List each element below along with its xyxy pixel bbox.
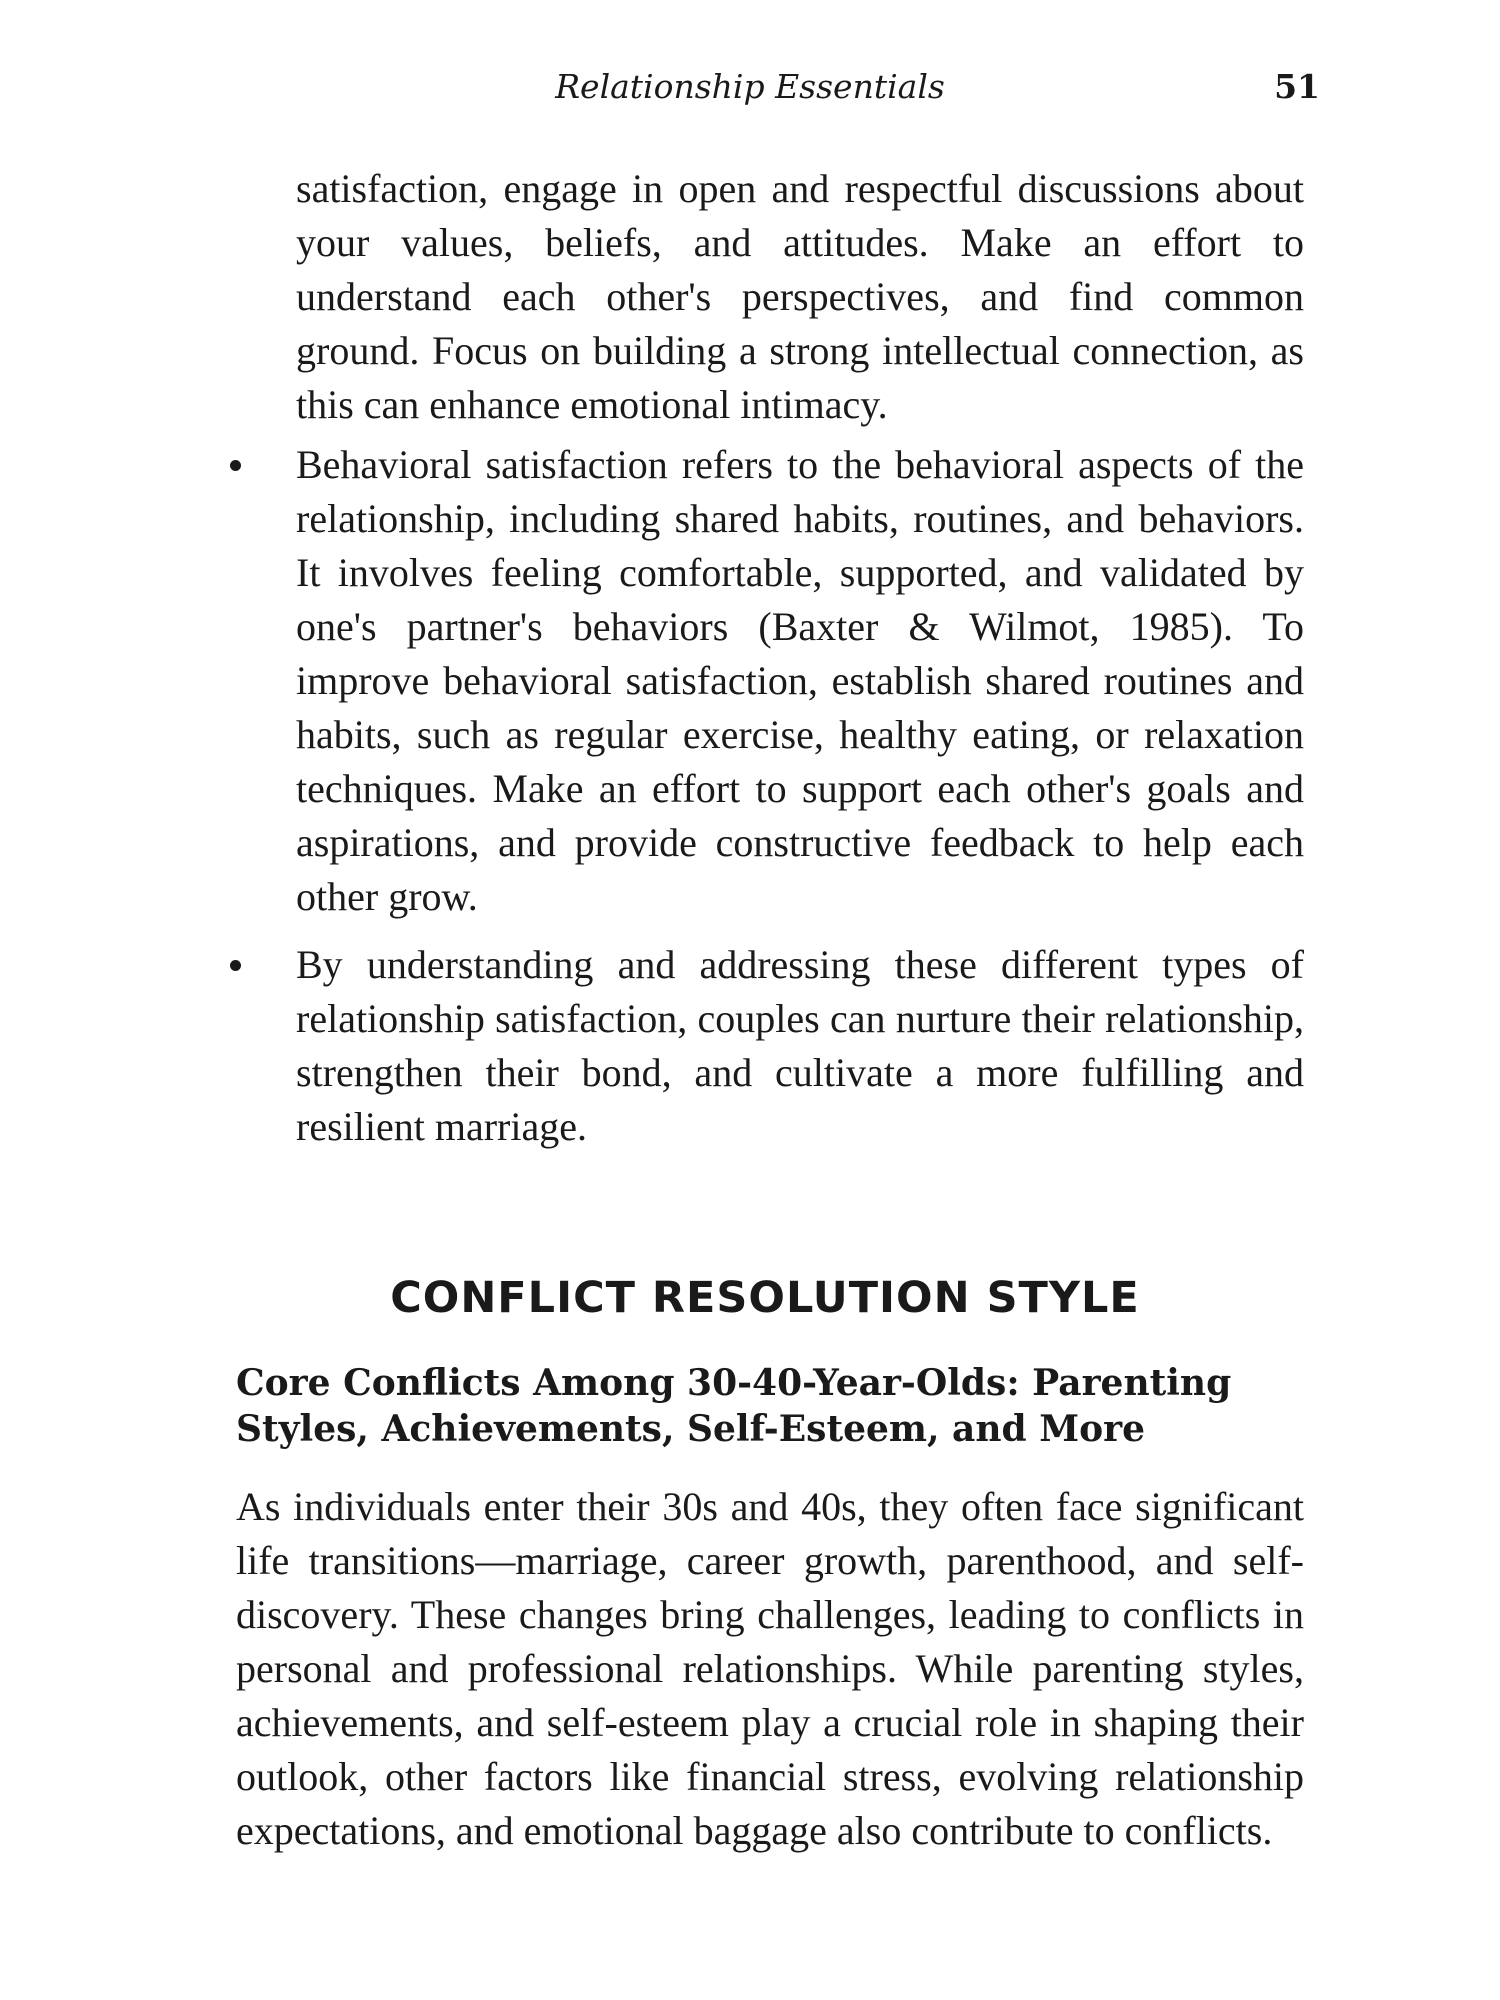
bullet-text: Behavioral satisfaction refers to the behavioral aspects of the relationship, including shared habits, routines, and behaviors. It involves feeling comfortable, supported, and validated by one's partner's behaviors (Baxter & Wilmot, 1985). To improve behavioral satisfaction, establish shared routines and habits, such as regular exercise, healthy eating, or relaxation techniques. Make an effort to support each other's goals and aspirations, and provide constructive feedback to help each other grow. (296, 442, 1304, 919)
subheading: Core Conflicts Among 30-40-Year-Olds: Parenting Styles, Achievements, Self-Esteem, and More (236, 1362, 1232, 1450)
section-paragraph: As individuals enter their 30s and 40s, they often face significant life transitions—marriage, career growth, parenthood, and self-discovery. These changes bring challenges, leading to conflicts in personal and professional relationships. While parenting styles, achievements, and self-esteem play a crucial role in shaping their outlook, other factors like financial stress, evolving relationship expectations, and emotional baggage also contribute to conflicts. (236, 1484, 1304, 1853)
bullet-list (230, 438, 1304, 1168)
continued-paragraph: satisfaction, engage in open and respectful discussions about your values, beliefs, and attitudes. Make an effort to understand each other's perspectives, and find common ground. Focus on building a strong intellectual connection, as this can enhance emotional intimacy. (296, 166, 1304, 427)
bullet-text: By understanding and addressing these different types of relationship satisfaction, couples can nurture their relationship, strengthen their bond, and cultivate a more fulfilling and resilient marriage. (296, 942, 1304, 1149)
bullet-icon (230, 460, 241, 471)
page-number: 51 (1274, 67, 1320, 106)
running-title: Relationship Essentials (555, 67, 945, 106)
bullet-item-behavioral (230, 438, 1304, 924)
bullet-item-summary (230, 938, 1304, 1154)
bullet-icon (230, 960, 241, 971)
section-heading: CONFLICT RESOLUTION STYLE (390, 1273, 1140, 1323)
running-header (0, 62, 1500, 112)
